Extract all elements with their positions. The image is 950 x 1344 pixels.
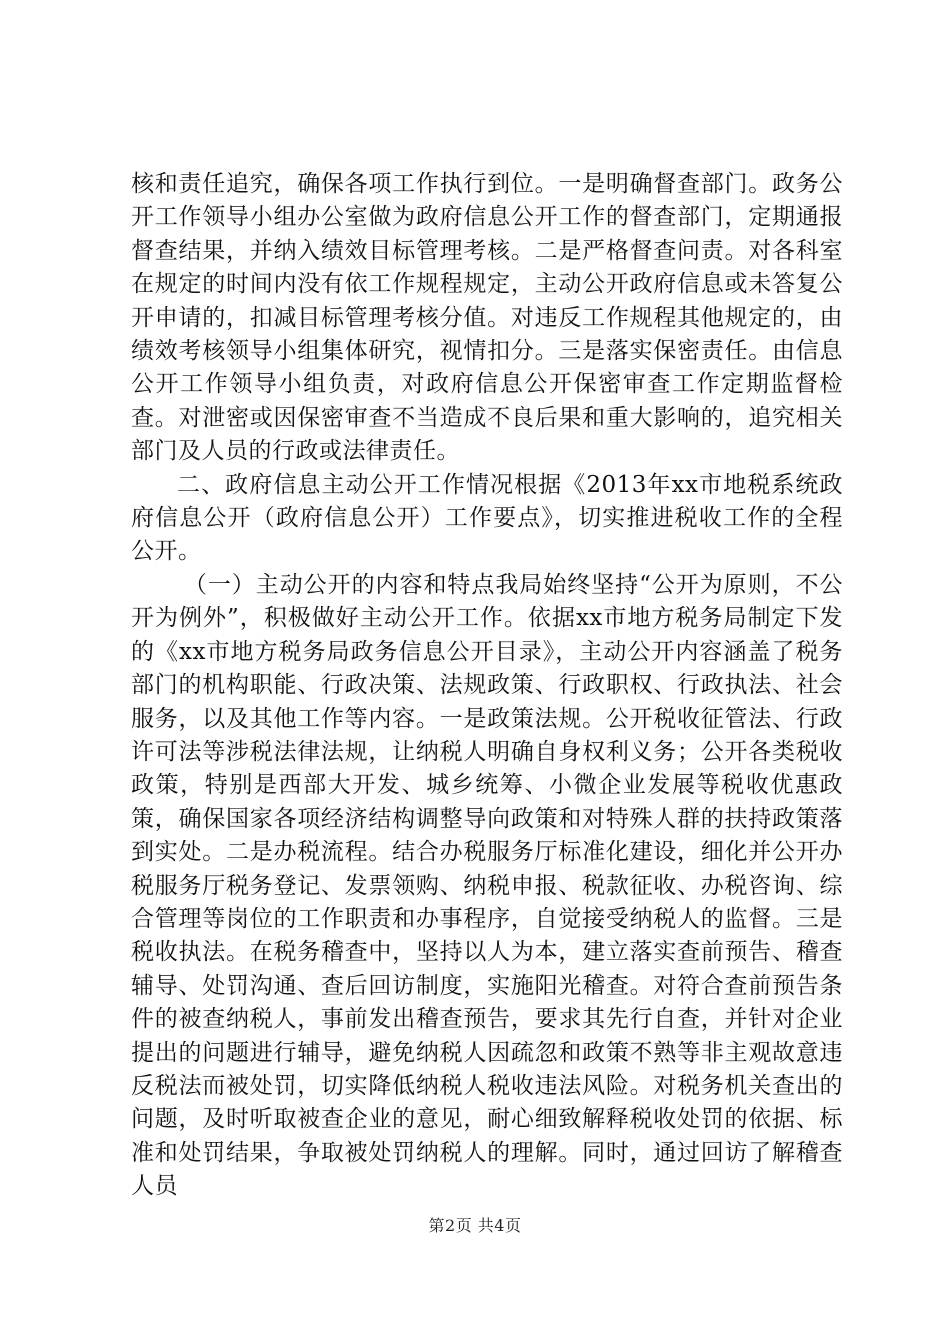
body-text [131,168,843,1204]
paragraph-subsection-one: （一）主动公开的内容和特点我局始终坚持“公开为原则，不公开为例外”，积极做好主动公开工作。依据xx市地方税务局制定下发的《xx市地方税务局政务信息公开目录》，主动公开内容涵盖了税务部门的机构职能、行政决策、法规政策、行政职权、行政执法、社会服务，以及其他工作等内容。一是政策法规。公开税收征管法、行政许可法等涉税法律法规，让纳税人明确自身权利义务；公开各类税收政策，特别是西部大开发、城乡统筹、小微企业发展等税收优惠政策，确保国家各项经济结构调整导向政策和对特殊人群的扶持政策落到实处。二是办税流程。结合办税服务厅标准化建设，细化并公开办税服务厅税务登记、发票领购、纳税申报、税款征收、办税咨询、综合管理等岗位的工作职责和办事程序，自觉接受纳税人的监督。三是税收执法。在税务稽查中，坚持以人为本，建立落实查前预告、稽查辅导、处罚沟通、查后回访制度，实施阳光稽查。对符合查前预告条件的被查纳税人，事前发出稽查预告，要求其先行自查，并针对企业提出的问题进行辅导，避免纳税人因疏忽和政策不熟等非主观故意违反税法而被处罚，切实降低纳税人税收违法风险。对税务机关查出的问题，及时听取被查企业的意见，耐心细致解释税收处罚的依据、标准和处罚结果，争取被处罚纳税人的理解。同时，通过回访了解稽查人员 [131,571,843,1200]
paragraph-section-two: 二、政府信息主动公开工作情况根据《2013年xx市地税系统政府信息公开（政府信息公开）工作要点》，切实推进税收工作的全程公开。 [131,471,843,565]
page-footer: 第2页 共4页 [428,1216,522,1235]
paragraph-supervision: 核和责任追究，确保各项工作执行到位。一是明确督查部门。政务公开工作领导小组办公室做为政府信息公开工作的督查部门，定期通报督查结果，并纳入绩效目标管理考核。二是严格督查问责。对各科室在规定的时间内没有依工作规程规定，主动公开政府信息或未答复公开申请的，扣减目标管理考核分值。对违反工作规程其他规定的，由绩效考核领导小组集体研究，视情扣分。三是落实保密责任。由信息公开工作领导小组负责，对政府信息公开保密审查工作定期监督检查。对泄密或因保密审查不当造成不良后果和重大影响的，追究相关部门及人员的行政或法律责任。 [131,171,843,465]
